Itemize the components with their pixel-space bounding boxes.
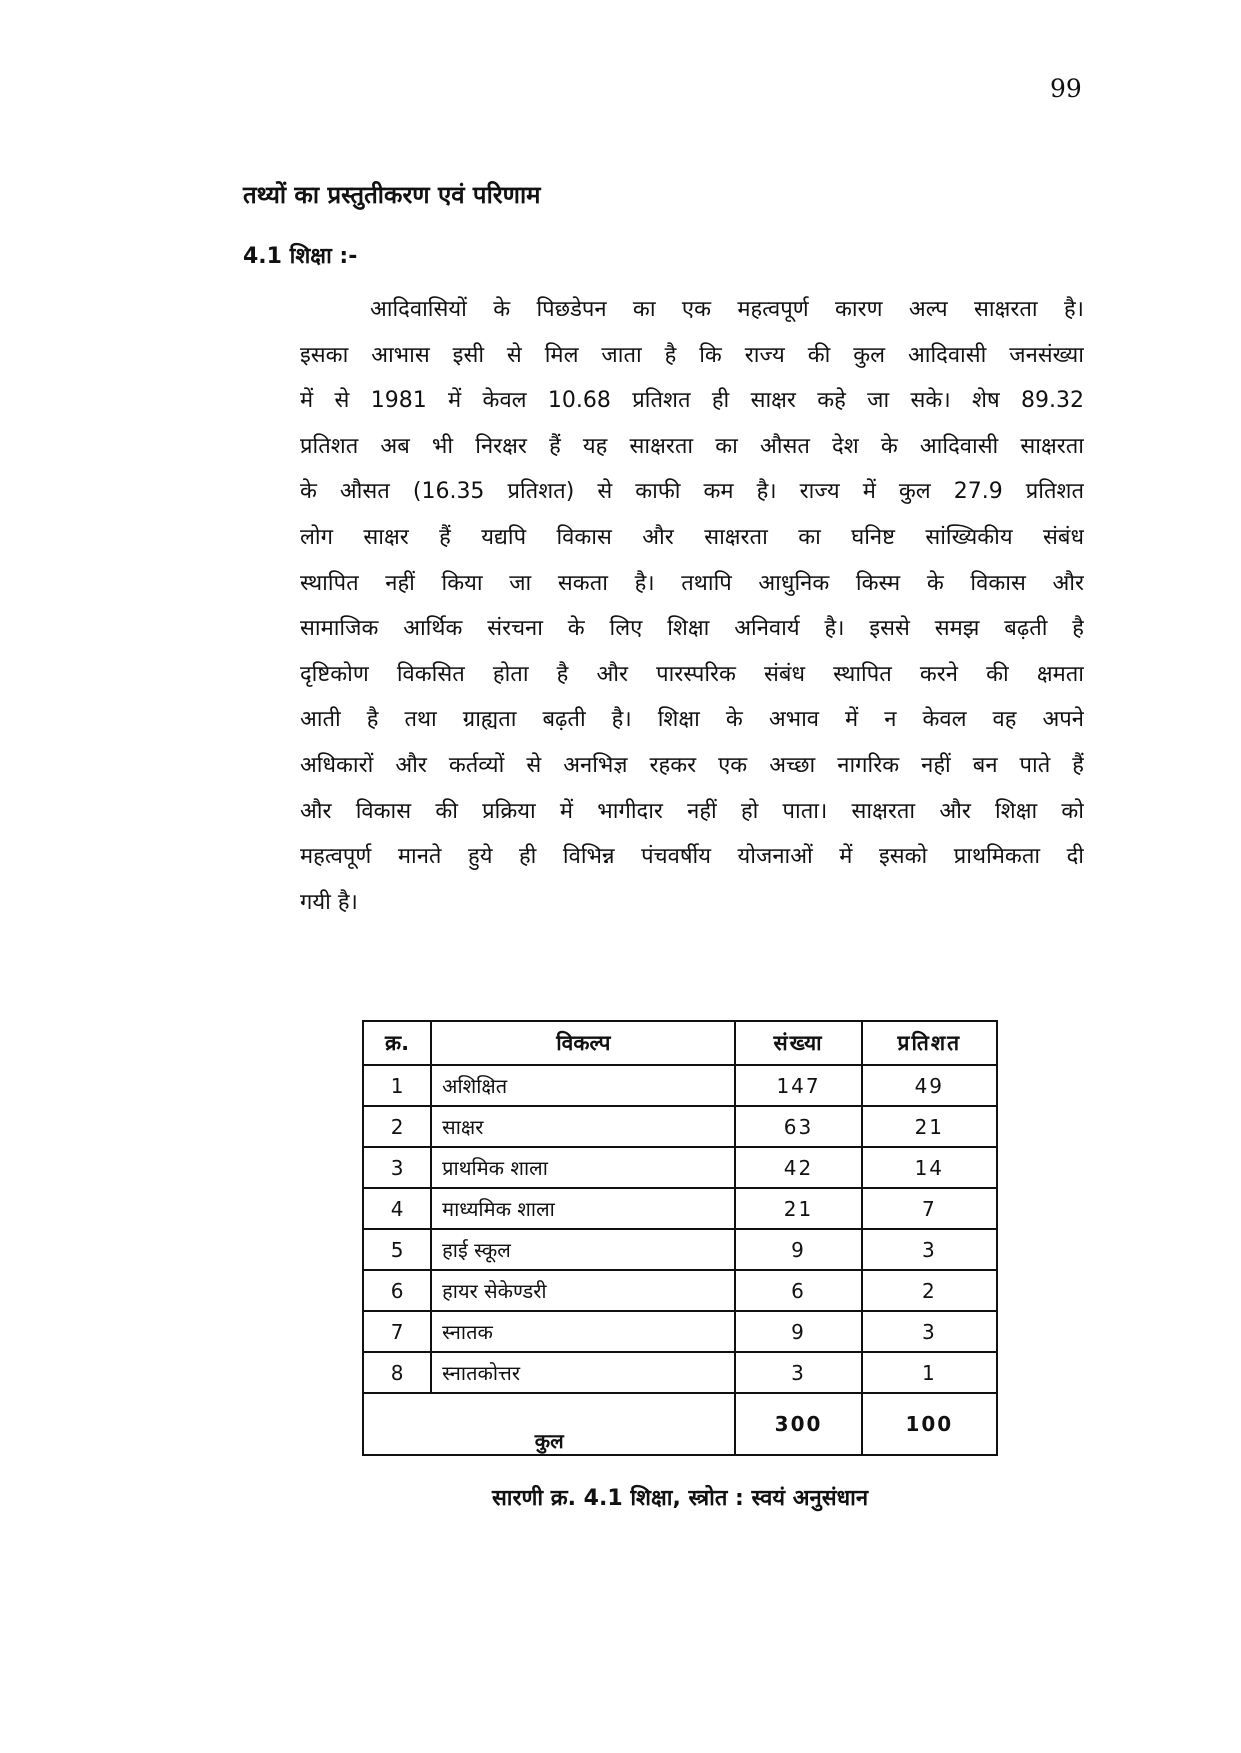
cell-count: 63 — [735, 1106, 861, 1147]
cell-option: अशिक्षित — [431, 1065, 735, 1106]
paragraph-line: अधिकारों और कर्तव्यों से अनभिज्ञ रहकर एक अच्छा नागरिक नहीं बन पाते हैं — [300, 752, 1084, 778]
cell-percent: 3 — [862, 1311, 997, 1352]
paragraph-line: आती है तथा ग्राह्यता बढ़ती है। शिक्षा के अभाव में न केवल वह अपने — [300, 707, 1084, 733]
paragraph-line: गयी है। — [300, 889, 358, 915]
table-row — [363, 1065, 997, 1106]
paragraph-line: प्रतिशत अब भी निरक्षर हैं यह साक्षरता का औसत देश के आदिवासी साक्षरता — [300, 433, 1084, 459]
paragraph-line: स्थापित नहीं किया जा सकता है। तथापि आधुनिक किस्म के विकास और — [300, 570, 1084, 596]
total-percent: 100 — [862, 1393, 997, 1455]
cell-option: स्नातकोत्तर — [431, 1352, 735, 1393]
total-count: 300 — [735, 1393, 861, 1455]
cell-count: 3 — [735, 1352, 861, 1393]
cell-num: 5 — [363, 1229, 431, 1270]
cell-count: 147 — [735, 1065, 861, 1106]
header-num: क्र. — [363, 1021, 431, 1065]
cell-percent: 1 — [862, 1352, 997, 1393]
paragraph-line: इसका आभास इसी से मिल जाता है कि राज्य की कुल आदिवासी जनसंख्या — [300, 342, 1084, 368]
table-row — [363, 1352, 997, 1393]
paragraph-line: दृष्टिकोण विकसित होता है और पारस्परिक संबंध स्थापित करने की क्षमता — [300, 661, 1084, 687]
paragraph-line: आदिवासियों के पिछडेपन का एक महत्वपूर्ण कारण अल्प साक्षरता है। — [370, 297, 1084, 322]
cell-option: प्राथमिक शाला — [431, 1147, 735, 1188]
paragraph-line: में से 1981 में केवल 10.68 प्रतिशत ही साक्षर कहे जा सके। शेष 89.32 — [300, 388, 1084, 414]
cell-option: स्नातक — [431, 1311, 735, 1352]
table-row — [363, 1229, 997, 1270]
cell-percent: 49 — [862, 1065, 997, 1106]
table-row — [363, 1106, 997, 1147]
page-number: 99 — [1050, 74, 1082, 103]
table-row — [363, 1188, 997, 1229]
cell-count: 9 — [735, 1311, 861, 1352]
cell-count: 6 — [735, 1270, 861, 1311]
header-count: संख्या — [735, 1021, 861, 1065]
page-heading: तथ्यों का प्रस्तुतीकरण एवं परिणाम — [243, 181, 541, 209]
cell-num: 2 — [363, 1106, 431, 1147]
paragraph-line: और विकास की प्रक्रिया में भागीदार नहीं हो पाता। साक्षरता और शिक्षा को — [300, 798, 1084, 824]
cell-option: माध्यमिक शाला — [431, 1188, 735, 1229]
cell-percent: 2 — [862, 1270, 997, 1311]
cell-num: 4 — [363, 1188, 431, 1229]
education-table — [362, 1020, 998, 1456]
cell-percent: 7 — [862, 1188, 997, 1229]
total-label: कुल — [363, 1393, 735, 1455]
cell-num: 1 — [363, 1065, 431, 1106]
cell-percent: 21 — [862, 1106, 997, 1147]
header-option: विकल्प — [431, 1021, 735, 1065]
cell-count: 21 — [735, 1188, 861, 1229]
cell-option: साक्षर — [431, 1106, 735, 1147]
cell-percent: 14 — [862, 1147, 997, 1188]
cell-option: हाई स्कूल — [431, 1229, 735, 1270]
section-title: 4.1 शिक्षा :- — [243, 244, 358, 269]
cell-option: हायर सेकेण्डरी — [431, 1270, 735, 1311]
cell-count: 42 — [735, 1147, 861, 1188]
table-row — [363, 1270, 997, 1311]
cell-percent: 3 — [862, 1229, 997, 1270]
cell-num: 8 — [363, 1352, 431, 1393]
paragraph-line: के औसत (16.35 प्रतिशत) से काफी कम है। राज्य में कुल 27.9 प्रतिशत — [300, 479, 1084, 505]
total-row — [363, 1393, 997, 1455]
paragraph-line: सामाजिक आर्थिक संरचना के लिए शिक्षा अनिवार्य है। इससे समझ बढ़ती है — [300, 616, 1084, 642]
body-paragraph — [300, 287, 1084, 925]
table-row — [363, 1311, 997, 1352]
cell-num: 6 — [363, 1270, 431, 1311]
cell-num: 7 — [363, 1311, 431, 1352]
cell-count: 9 — [735, 1229, 861, 1270]
paragraph-line: महत्वपूर्ण मानते हुये ही विभिन्न पंचवर्षीय योजनाओं में इसको प्राथमिकता दी — [300, 844, 1084, 870]
table-row — [363, 1147, 997, 1188]
header-percent: प्रतिशत — [862, 1021, 997, 1065]
table-caption: सारणी क्र. 4.1 शिक्षा, स्त्रोत : स्वयं अनुसंधान — [491, 1486, 869, 1511]
paragraph-line: लोग साक्षर हैं यद्यपि विकास और साक्षरता का घनिष्ट सांख्यिकीय संबंध — [300, 524, 1084, 550]
cell-num: 3 — [363, 1147, 431, 1188]
table-header-row — [363, 1021, 997, 1065]
